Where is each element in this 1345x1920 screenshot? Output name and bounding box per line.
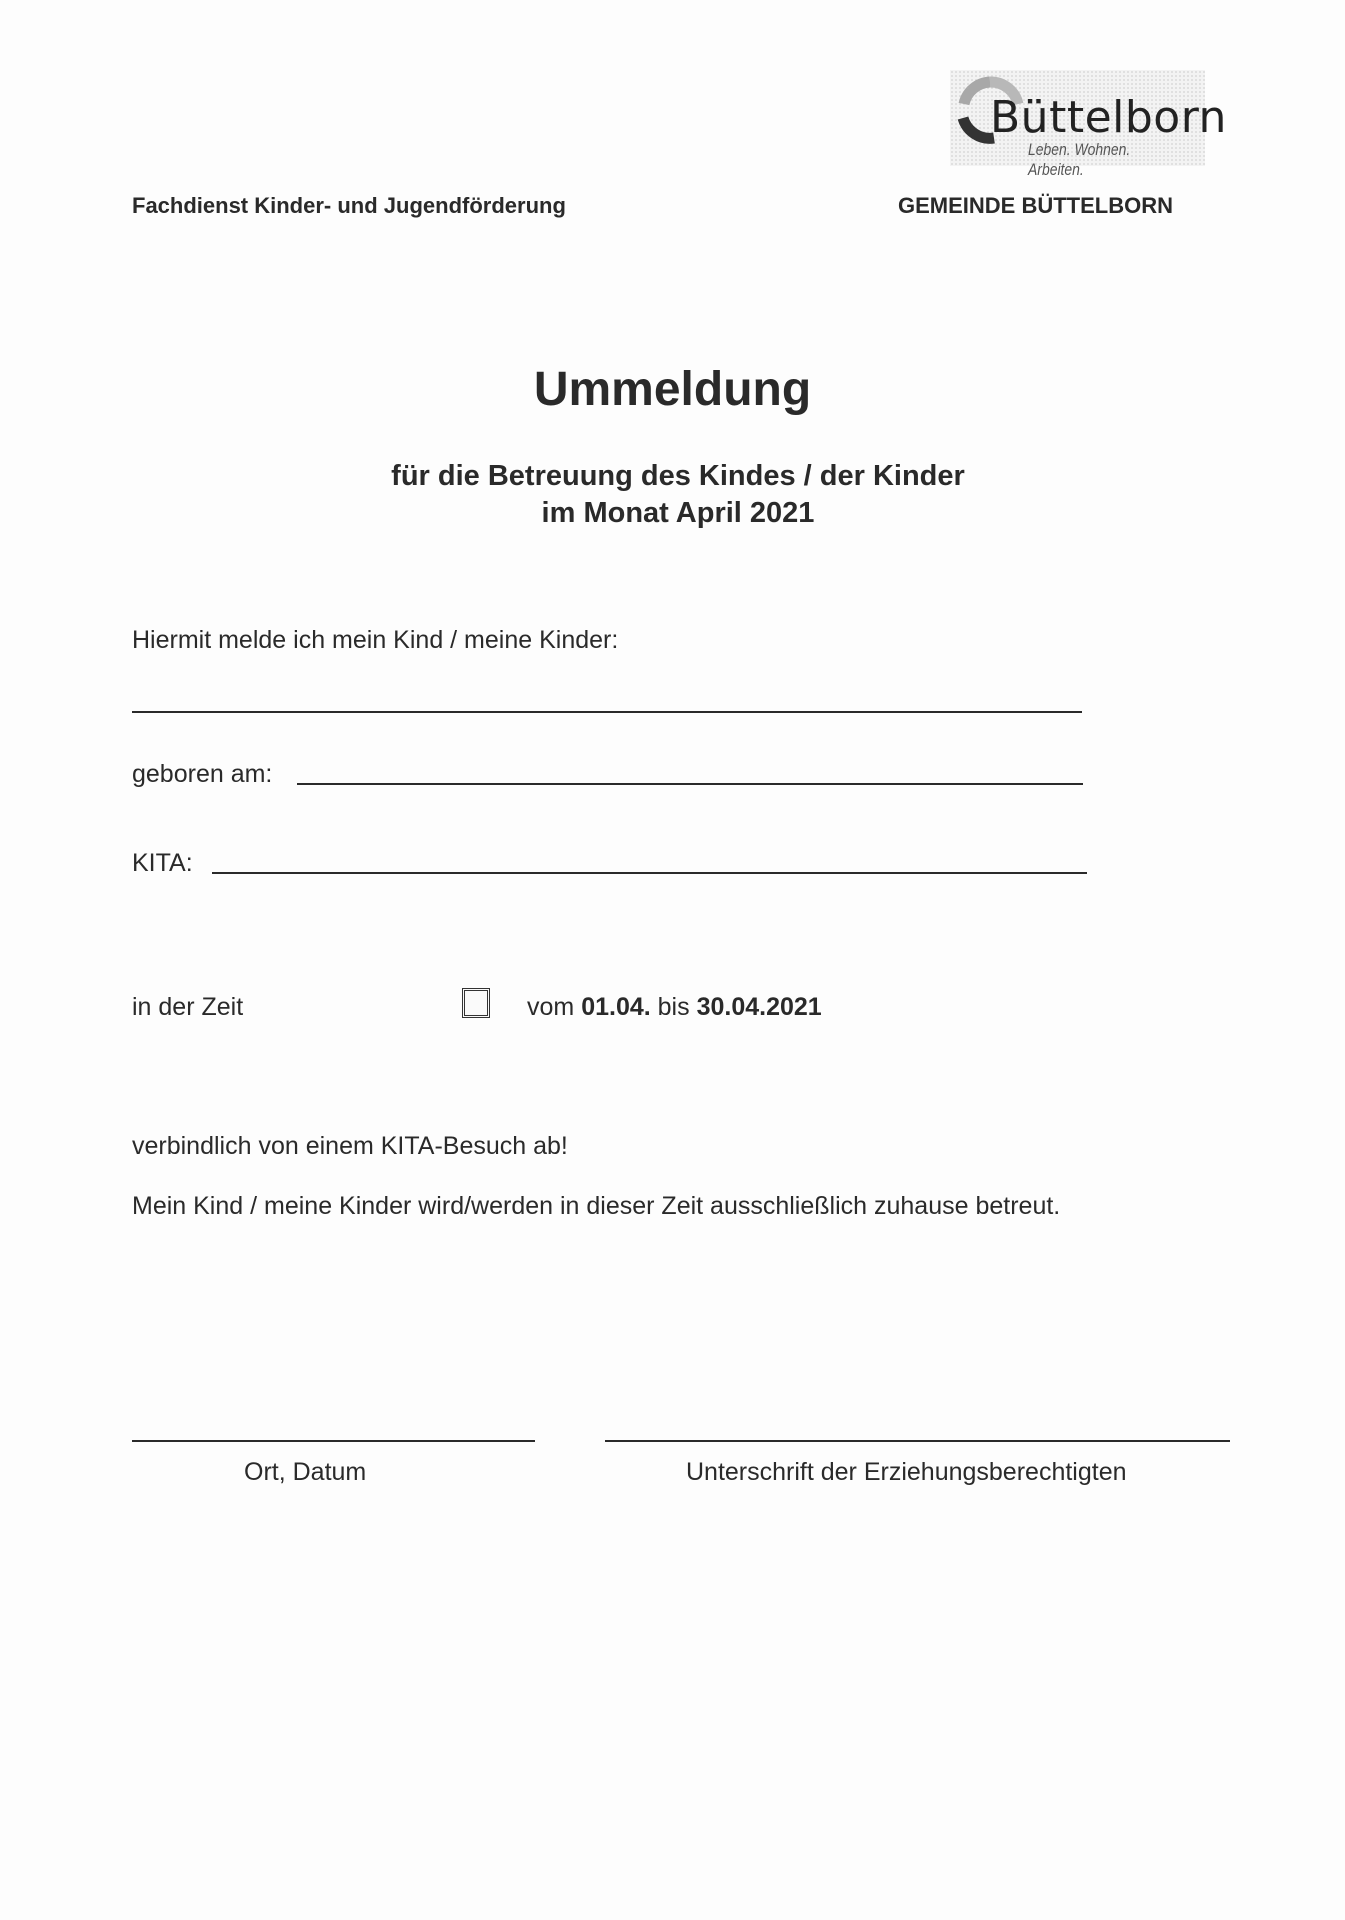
- signature-label: Unterschrift der Erziehungsberechtigten: [686, 1458, 1127, 1486]
- period-vom: vom: [527, 993, 575, 1021]
- subtitle-line-1: für die Betreuung des Kindes / der Kinder: [391, 460, 965, 492]
- birth-date-field[interactable]: [297, 783, 1083, 785]
- logo-name: Büttelborn: [990, 92, 1227, 143]
- kita-field[interactable]: [212, 872, 1087, 874]
- page-title: Ummeldung: [533, 363, 812, 416]
- subtitle-line-2: im Monat April 2021: [541, 497, 815, 529]
- subtitle: [0, 458, 1345, 532]
- period-label: in der Zeit: [132, 993, 244, 1021]
- signature-field[interactable]: [605, 1440, 1230, 1442]
- kita-label: KITA:: [132, 849, 193, 877]
- period-bis: bis: [657, 993, 690, 1021]
- place-date-label: Ort, Datum: [244, 1458, 367, 1486]
- intro-text: Hiermit melde ich mein Kind / meine Kinder:: [132, 626, 619, 654]
- child-name-field[interactable]: [132, 711, 1082, 713]
- statement-1: verbindlich von einem KITA-Besuch ab!: [132, 1132, 568, 1160]
- municipality-label: GEMEINDE BÜTTELBORN: [898, 193, 1173, 218]
- buettelborn-logo: [950, 70, 1227, 179]
- period-range: [527, 993, 822, 1022]
- period-to-date: 30.04.2021: [696, 993, 822, 1021]
- department-label: Fachdienst Kinder- und Jugendförderung: [132, 193, 566, 218]
- statement-2: Mein Kind / meine Kinder wird/werden in dieser Zeit ausschließlich zuhause betreut.: [132, 1192, 1061, 1220]
- period-from-date: 01.04.: [581, 993, 651, 1021]
- place-date-field[interactable]: [132, 1440, 535, 1442]
- birth-date-label: geboren am:: [132, 760, 273, 788]
- period-checkbox[interactable]: [462, 988, 490, 1018]
- logo-tagline: Leben. Wohnen. Arbeiten.: [1028, 140, 1131, 179]
